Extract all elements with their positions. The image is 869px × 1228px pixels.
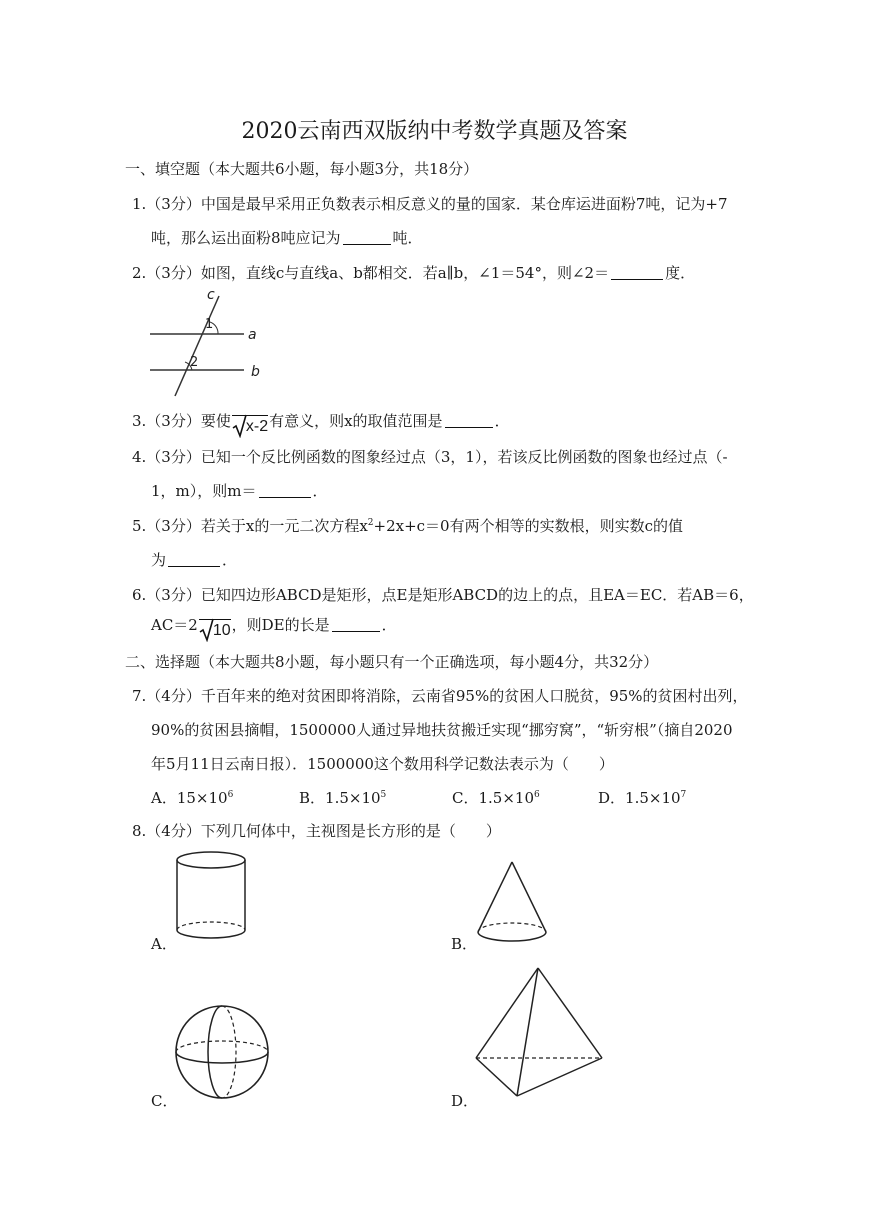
option-d-text: D．1.5×10	[598, 789, 681, 807]
option-label-a: A．	[151, 935, 177, 953]
parallel-lines-figure	[140, 284, 270, 400]
question-2-text: 2.（3分）如图，直线c与直线a、b都相交．若a∥b，∠1＝54°，则∠2＝	[132, 264, 610, 282]
option-label-c: C．	[151, 1092, 178, 1110]
answer-blank-1[interactable]	[343, 230, 391, 245]
question-2-line	[132, 262, 695, 283]
question-7-line-3: 年5月11日云南日报）．1500000这个数用科学记数法表示为（ ）	[151, 755, 614, 773]
section-2-heading: 二、选择题（本大题共8小题，每小题只有一个正确选项，每小题4分，共32分）	[125, 653, 659, 671]
exponent-2: 2	[367, 518, 374, 528]
cone-figure[interactable]	[468, 858, 558, 948]
sqrt-10	[199, 618, 231, 640]
question-4-line-1: 4.（3分）已知一个反比例函数的图象经过点（3，1），若该反比例函数的图象也经过点（-	[132, 448, 728, 466]
question-6-line-1: 6.（3分）已知四边形ABCD是矩形，点E是矩形ABCD的边上的点，且EA＝EC．若AB＝6，	[132, 586, 754, 604]
question-1-unit: 吨．	[392, 229, 423, 247]
answer-blank-2[interactable]	[611, 265, 663, 280]
question-1-text: 吨，那么运出面粉8吨应记为	[151, 229, 341, 247]
question-6-text-a: AC＝2	[151, 616, 198, 634]
sqrt-x-minus-2	[232, 414, 268, 436]
radicand-10: 10	[199, 619, 231, 640]
question-6-end: ．	[381, 616, 397, 634]
option-label-d: D．	[451, 1092, 479, 1110]
question-3-text-a: 3.（3分）要使	[132, 412, 231, 430]
option-c[interactable]	[452, 787, 540, 808]
question-8-line-1: 8.（4分）下列几何体中，主视图是长方形的是（ ）	[132, 822, 501, 840]
question-5-text-a: 5.（3分）若关于x的一元二次方程x	[132, 517, 368, 535]
label-b: b	[251, 364, 260, 380]
question-6-text-b: ，则DE的长是	[231, 616, 330, 634]
question-3-text-b: 有意义，则x的取值范围是	[269, 412, 443, 430]
option-b-exp: 5	[380, 790, 387, 800]
option-d[interactable]	[598, 787, 686, 808]
option-a-text: A．15×10	[151, 789, 228, 807]
question-3-end: ．	[494, 412, 510, 430]
line-c	[175, 296, 219, 396]
label-a: a	[248, 327, 257, 343]
option-c-exp: 6	[534, 790, 540, 800]
radicand: x-2	[232, 415, 268, 436]
question-5-text-b: +2x+c＝0有两个相等的实数根，则实数c的值	[373, 517, 684, 535]
question-4-line-2	[151, 480, 328, 501]
cylinder-figure[interactable]	[168, 848, 258, 948]
option-b[interactable]	[299, 787, 386, 808]
sphere-figure[interactable]	[170, 1002, 274, 1102]
question-5-line-2	[151, 549, 237, 570]
question-1-line-1: 1.（3分）中国是最早采用正负数表示相反意义的量的国家．某仓库运进面粉7吨，记为+7	[132, 195, 728, 213]
answer-blank-3[interactable]	[445, 413, 493, 428]
label-angle-2: 2	[190, 355, 199, 370]
option-a-exp: 6	[227, 790, 234, 800]
question-3-line	[132, 410, 510, 436]
question-6-line-2	[151, 614, 397, 640]
question-1-line-2	[151, 227, 423, 248]
option-d-exp: 7	[680, 790, 687, 800]
question-5-line-1	[132, 515, 683, 536]
answer-blank-6[interactable]	[332, 617, 380, 632]
question-4-text: 1，m），则m＝	[151, 482, 257, 500]
page-title: 2020云南西双版纳中考数学真题及答案	[241, 119, 628, 144]
answer-blank-5[interactable]	[168, 552, 220, 567]
option-c-text: C．1.5×10	[452, 789, 534, 807]
question-7-line-1: 7.（4分）千百年来的绝对贫困即将消除，云南省95%的贫困人口脱贫，95%的贫困村出列，	[132, 687, 748, 705]
answer-blank-4[interactable]	[259, 483, 311, 498]
section-1-heading: 一、填空题（本大题共6小题，每小题3分，共18分）	[125, 160, 479, 178]
label-c: c	[207, 287, 215, 303]
question-2-unit: 度．	[665, 264, 696, 282]
question-5-end: ．	[222, 551, 238, 569]
label-angle-1: 1	[205, 317, 214, 332]
option-label-b: B．	[451, 935, 478, 953]
option-b-text: B．1.5×10	[299, 789, 381, 807]
question-5-text-c: 为	[151, 551, 167, 569]
question-7-line-2: 90%的贫困县摘帽，1500000人通过异地扶贫搬迁实现“挪穷窝”，“斩穷根”（摘自2020	[151, 721, 733, 739]
question-4-end: ．	[312, 482, 328, 500]
option-a[interactable]	[151, 787, 233, 808]
pyramid-figure[interactable]	[470, 964, 610, 1104]
